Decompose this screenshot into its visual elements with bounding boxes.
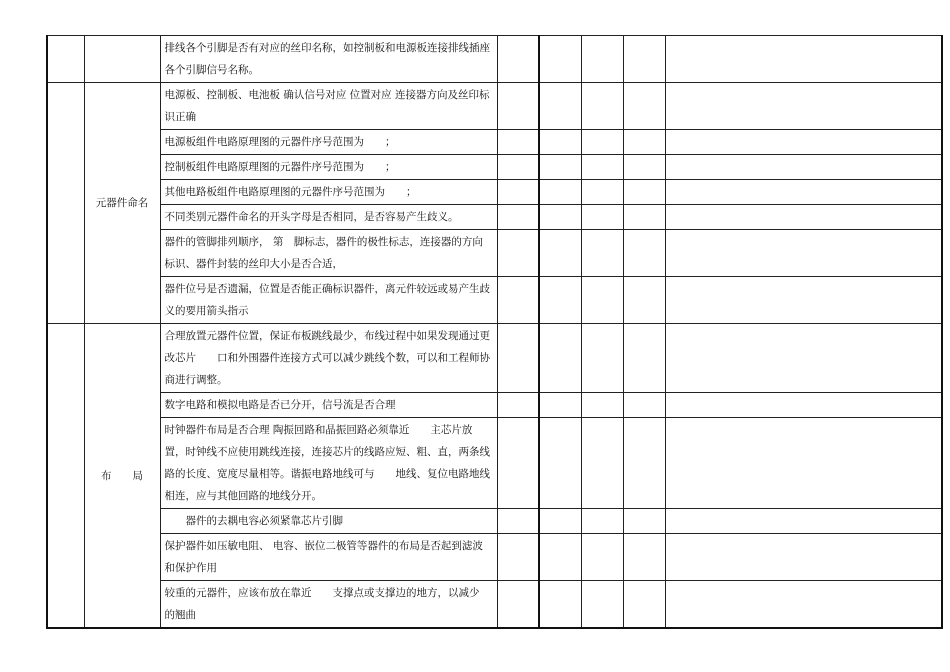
check-item-cell: [160, 581, 501, 629]
result-cell: [497, 509, 539, 534]
remark-cell: [665, 83, 942, 130]
result-cell: [497, 230, 539, 277]
result-cell: [623, 277, 665, 324]
remark-cell: [665, 534, 942, 581]
check-item-cell: [160, 155, 497, 180]
table-row: [47, 393, 942, 418]
check-item-cell: [160, 83, 497, 130]
result-cell: [539, 324, 581, 393]
result-cell: [581, 230, 623, 277]
remark-cell: [665, 180, 942, 205]
result-cell: [581, 418, 623, 509]
table-row: [47, 534, 942, 581]
check-item-text: 不同类别元器件命名的开头字母是否相同，是否容易产生歧义。: [164, 211, 459, 223]
check-item-text: 器件位号是否遗漏，位置是否能正确标识器件，离元件较远或易产生歧义的要用箭头指示: [164, 283, 490, 317]
result-cell: [497, 393, 539, 418]
check-item-text: 器件的去耦电容必须紧靠芯片引脚: [164, 515, 343, 527]
result-cell: [497, 534, 539, 581]
table-row: [47, 180, 942, 205]
result-cell: [539, 509, 581, 534]
check-item-cell: [160, 36, 497, 83]
check-item-text: 器件的管脚排列顺序， 第 脚标志，器件的极性标志，连接器的方向标识、器件封装的丝印大小是否合适，: [164, 236, 483, 270]
result-cell: [497, 83, 539, 130]
result-cell: [497, 277, 539, 324]
section-label: 布 局: [101, 469, 143, 482]
check-item-cell: [160, 534, 497, 581]
result-cell: [581, 180, 623, 205]
table-row: [47, 155, 942, 180]
check-item-cell: [160, 130, 497, 155]
table-row: [47, 230, 942, 277]
section-label-cell: [84, 324, 160, 629]
table-row: [47, 581, 942, 629]
remark-cell: [665, 155, 942, 180]
table-row: [47, 130, 942, 155]
table-row: [47, 324, 942, 393]
result-cell: [581, 277, 623, 324]
result-cell: [539, 277, 581, 324]
section-label: 元器件命名: [95, 197, 149, 209]
result-cell: [539, 83, 581, 130]
result-cell: [623, 180, 665, 205]
check-item-cell: [160, 509, 497, 534]
remark-cell: [665, 205, 942, 230]
result-cell: [623, 581, 665, 629]
remark-cell: [665, 418, 942, 509]
result-cell: [539, 534, 581, 581]
result-cell: [581, 83, 623, 130]
check-item-text: 电源板组件电路原理图的元器件序号范围为 ；: [164, 136, 396, 148]
result-cell: [581, 534, 623, 581]
result-cell: [623, 534, 665, 581]
table-row: [47, 83, 942, 130]
result-cell: [623, 418, 665, 509]
result-cell: [581, 130, 623, 155]
result-cell: [581, 36, 623, 83]
remark-cell: [665, 277, 942, 324]
check-item-cell: [160, 393, 497, 418]
result-cell: [581, 324, 623, 393]
remark-cell: [665, 36, 942, 83]
result-cell: [539, 230, 581, 277]
check-item-cell: [160, 205, 497, 230]
table-row: [47, 509, 942, 534]
table-row: [47, 205, 942, 230]
check-item-text: 排线各个引脚是否有对应的丝印名称，如控制板和电源板连接排线插座各个引脚信号名称。: [164, 42, 490, 76]
result-cell: [623, 83, 665, 130]
result-cell: [623, 230, 665, 277]
result-cell: [623, 324, 665, 393]
result-cell: [623, 509, 665, 534]
check-item-text: 控制板组件电路原理图的元器件序号范围为 ；: [164, 161, 396, 173]
check-item-cell: [160, 324, 497, 393]
result-cell: [623, 155, 665, 180]
result-cell: [581, 205, 623, 230]
index-cell: [47, 36, 84, 83]
result-cell: [581, 155, 623, 180]
index-cell: [47, 324, 84, 629]
remark-cell: [665, 581, 942, 629]
section-label-cell: [84, 83, 160, 324]
result-cell: [623, 130, 665, 155]
check-item-cell: [160, 277, 497, 324]
index-cell: [47, 83, 84, 324]
result-cell: [497, 205, 539, 230]
check-item-cell: [160, 180, 497, 205]
result-cell: [497, 581, 539, 629]
remark-cell: [665, 230, 942, 277]
result-cell: [623, 36, 665, 83]
check-item-text: 保护器件如压敏电阻、 电容、嵌位二极管等器件的布局是否起到滤波和保护作用: [164, 540, 483, 574]
check-item-text: 其他电路板组件电路原理图的元器件序号范围为 ；: [164, 186, 417, 198]
result-cell: [623, 393, 665, 418]
result-cell: [539, 581, 581, 629]
remark-cell: [665, 393, 942, 418]
result-cell: [497, 36, 539, 83]
check-item-text: 电源板、控制板、电池板 确认信号对应 位置对应 连接器方向及丝印标识正确: [164, 89, 490, 123]
result-cell: [539, 36, 581, 83]
check-item-text: 时钟器件布局是否合理 陶振回路和晶振回路必须靠近 主芯片放置，时钟线不应使用跳线连接，连接芯片的线路应短、粗、直，两条线路的长度、宽度尽量相等。谐振电路地线可与 地线、复位电路地线相连，应与其他回路的地线分开。: [164, 424, 490, 502]
remark-cell: [665, 509, 942, 534]
result-cell: [539, 393, 581, 418]
result-cell: [623, 205, 665, 230]
remark-cell: [665, 130, 942, 155]
result-cell: [539, 180, 581, 205]
result-cell: [497, 155, 539, 180]
result-cell: [581, 393, 623, 418]
table-row: [47, 36, 942, 83]
result-cell: [581, 581, 623, 629]
table-row: [47, 277, 942, 324]
check-item-cell: [160, 418, 497, 509]
table-row: [47, 418, 942, 509]
check-item-text: 合理放置元器件位置，保证布板跳线最少，布线过程中如果发现通过更改芯片 口和外围器件连接方式可以减少跳线个数，可以和工程师协商进行调整。: [164, 330, 490, 386]
result-cell: [497, 324, 539, 393]
result-cell: [497, 130, 539, 155]
result-cell: [539, 155, 581, 180]
result-cell: [581, 509, 623, 534]
result-cell: [497, 418, 539, 509]
section-label-cell: [84, 36, 160, 83]
check-item-text: 较重的元器件，应该布放在靠近 支撑点或支撑边的地方，以减少 的翘曲: [164, 587, 501, 621]
check-item-cell: [160, 230, 497, 277]
result-cell: [539, 205, 581, 230]
remark-cell: [665, 324, 942, 393]
result-cell: [539, 418, 581, 509]
checklist-table: [46, 35, 943, 629]
result-cell: [539, 130, 581, 155]
check-item-text: 数字电路和模拟电路是否已分开，信号流是否合理: [164, 399, 396, 411]
result-cell: [497, 180, 539, 205]
